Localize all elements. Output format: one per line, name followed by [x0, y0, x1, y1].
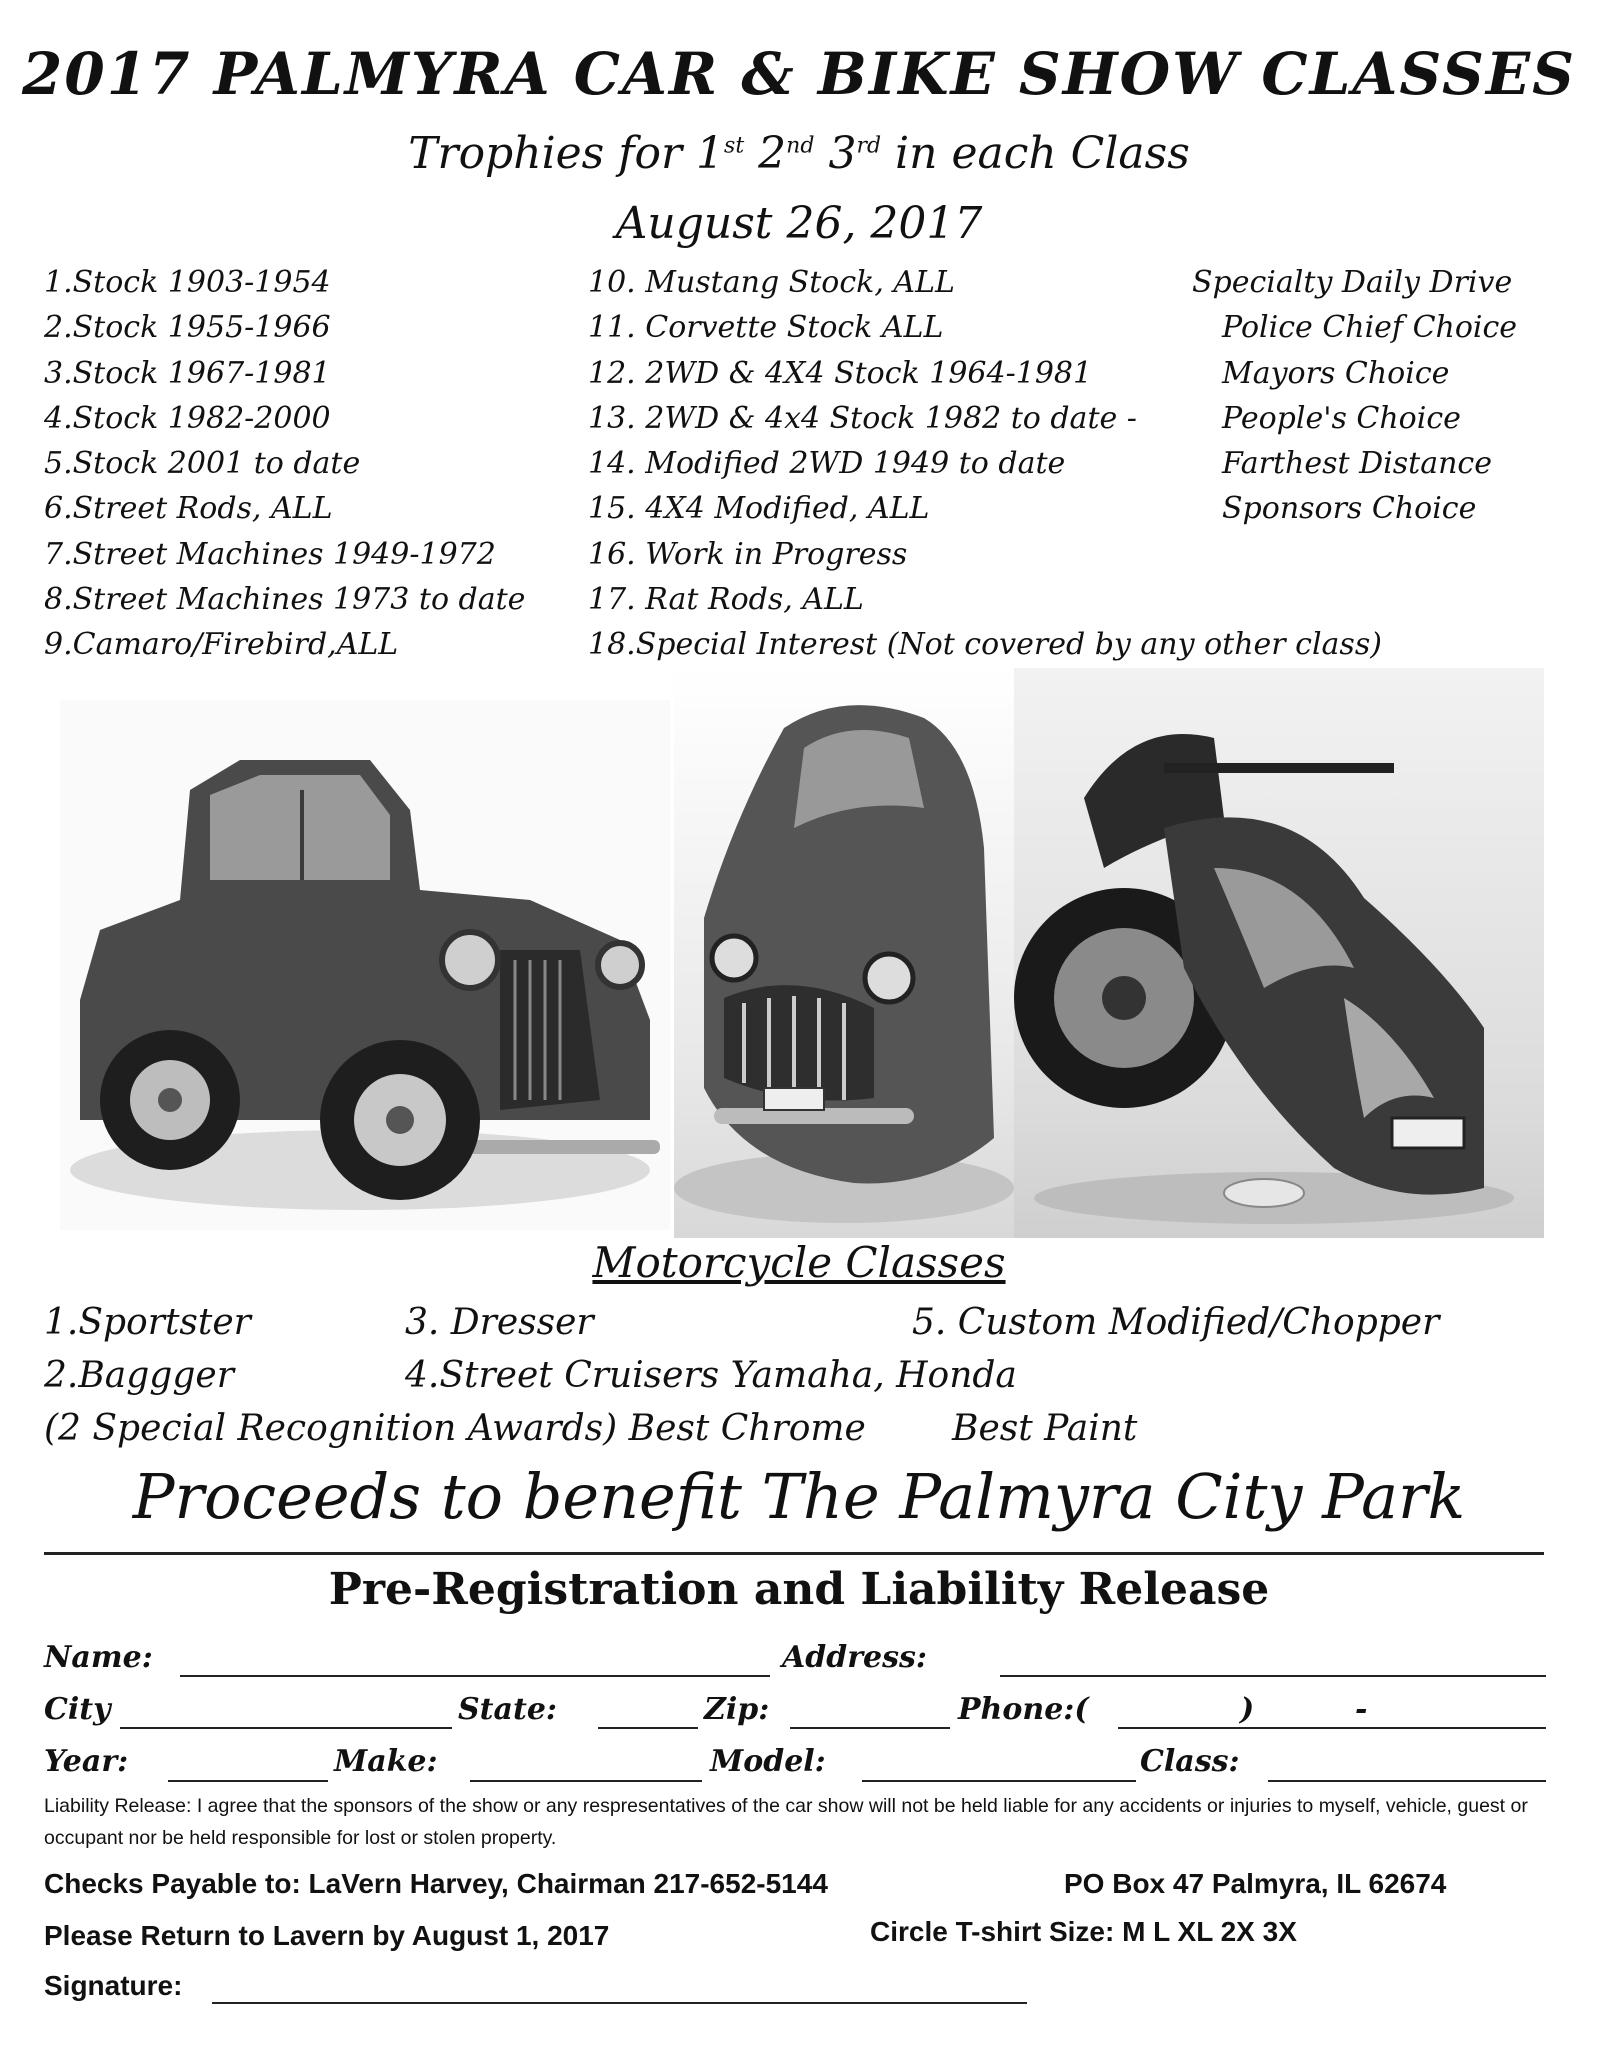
class-item: 6.Street Rods, ALL: [44, 491, 333, 527]
name-field[interactable]: [180, 1675, 770, 1677]
signature-field[interactable]: [212, 2002, 1027, 2004]
name-label: Name:: [44, 1640, 153, 1675]
classic-car-illustration: [674, 668, 1014, 1238]
proceeds-banner: Proceeds to benefit The Palmyra City Park: [132, 1460, 1466, 1533]
subtitle-num3: 3: [828, 128, 857, 179]
phone-label: Phone:(: [958, 1692, 1089, 1727]
model-label: Model:: [710, 1744, 826, 1779]
moto-class-2: 2.Baggger: [44, 1355, 234, 1396]
moto-class-3: 3. Dresser: [405, 1302, 594, 1343]
year-field[interactable]: [168, 1780, 328, 1782]
class-item: 14. Modified 2WD 1949 to date: [588, 446, 1066, 482]
class-item: 1.Stock 1903-1954: [44, 265, 331, 300]
po-box: PO Box 47 Palmyra, IL 62674: [1064, 1868, 1447, 1899]
class-label: Class:: [1140, 1744, 1240, 1779]
moto-class-5: 5. Custom Modified/Chopper: [912, 1302, 1440, 1343]
tshirt-size: Circle T-shirt Size: M L XL 2X 3X: [870, 1916, 1297, 1947]
return-deadline: Please Return to Lavern by August 1, 2017: [44, 1920, 610, 1951]
class-item: 9.Camaro/Firebird,ALL: [44, 627, 399, 663]
section-divider: [44, 1552, 1544, 1555]
sup-st: st: [724, 133, 745, 159]
class-item: 10. Mustang Stock, ALL: [588, 265, 955, 300]
moto-class-4: 4.Street Cruisers Yamaha, Honda: [405, 1355, 1017, 1396]
specialty-item: Mayors Choice: [1222, 355, 1450, 391]
phone-paren: ): [1240, 1692, 1255, 1727]
make-label: Make:: [334, 1744, 438, 1779]
make-field[interactable]: [470, 1780, 702, 1782]
registration-heading: Pre-Registration and Liability Release: [328, 1564, 1270, 1615]
state-field[interactable]: [598, 1727, 698, 1729]
signature-label: Signature:: [44, 1970, 183, 2001]
address-label: Address:: [782, 1640, 927, 1675]
liability-release-text: Liability Release: I agree that the sponsors of the show or any respresentatives of the car show will not be held liable for any accidents or injuries to myself, vehicle, guest or occupant nor be held responsible for lost or stolen property.: [44, 1795, 1528, 1849]
specialty-item: Police Chief Choice: [1222, 310, 1518, 346]
class-item: 18.Special Interest (Not covered by any other class): [588, 627, 1382, 663]
page-subtitle: [0, 128, 1598, 179]
sup-nd: nd: [786, 133, 815, 159]
specialty-item: Farthest Distance: [1222, 446, 1492, 482]
page-title: 2017 PALMYRA CAR & BIKE SHOW CLASSES: [22, 40, 1576, 108]
specialty-item: Sponsors Choice: [1222, 491, 1477, 527]
classic-car-photo: [674, 668, 1014, 1238]
state-label: State:: [458, 1692, 557, 1727]
phone-field[interactable]: [1118, 1727, 1546, 1729]
class-item: 11. Corvette Stock ALL: [588, 310, 944, 346]
best-paint: Best Paint: [952, 1408, 1138, 1449]
model-field[interactable]: [862, 1780, 1136, 1782]
motorcycle-classes-heading: Motorcycle Classes: [592, 1238, 1006, 1287]
car-classes-col1: [44, 260, 525, 668]
class-item: 15. 4X4 Modified, ALL: [588, 491, 930, 527]
class-item: 2.Stock 1955-1966: [44, 310, 331, 346]
class-item: 5.Stock 2001 to date: [44, 446, 361, 482]
class-field[interactable]: [1268, 1780, 1546, 1782]
specialty-item: People's Choice: [1222, 400, 1461, 436]
moto-class-1: 1.Sportster: [44, 1302, 251, 1343]
city-field[interactable]: [120, 1727, 452, 1729]
subtitle-pre: Trophies for 1: [408, 128, 725, 179]
sup-rd: rd: [856, 133, 882, 159]
class-item: 3.Stock 1967-1981: [44, 355, 331, 391]
subtitle-num2: 2: [758, 128, 787, 179]
special-recognition: (2 Special Recognition Awards) Best Chrome: [44, 1408, 866, 1449]
class-item: 4.Stock 1982-2000: [44, 400, 331, 436]
subtitle-post: in each Class: [895, 128, 1190, 179]
zip-field[interactable]: [790, 1727, 950, 1729]
city-label: City: [44, 1692, 111, 1727]
class-item: 13. 2WD & 4x4 Stock 1982 to date -: [588, 400, 1137, 436]
pickup-truck-photo: [60, 700, 670, 1230]
motorcycle-illustration: [1014, 668, 1544, 1238]
class-item: 8.Street Machines 1973 to date: [44, 582, 526, 618]
zip-label: Zip:: [704, 1692, 770, 1727]
year-label: Year:: [44, 1744, 129, 1779]
pickup-truck-illustration: [60, 700, 670, 1230]
class-item: 17. Rat Rods, ALL: [588, 582, 864, 618]
specialty-item: Specialty Daily Drive: [1192, 265, 1513, 300]
class-item: 7.Street Machines 1949-1972: [44, 536, 496, 572]
class-item: 12. 2WD & 4X4 Stock 1964-1981: [588, 355, 1093, 391]
specialty-awards: [1192, 260, 1517, 532]
event-date: August 26, 2017: [615, 198, 983, 249]
address-field[interactable]: [1000, 1675, 1546, 1677]
phone-dash: -: [1355, 1692, 1368, 1727]
class-item: 16. Work in Progress: [588, 536, 908, 572]
checks-payable: Checks Payable to: LaVern Harvey, Chairman 217-652-5144: [44, 1868, 828, 1899]
motorcycle-photo: [1014, 668, 1544, 1238]
